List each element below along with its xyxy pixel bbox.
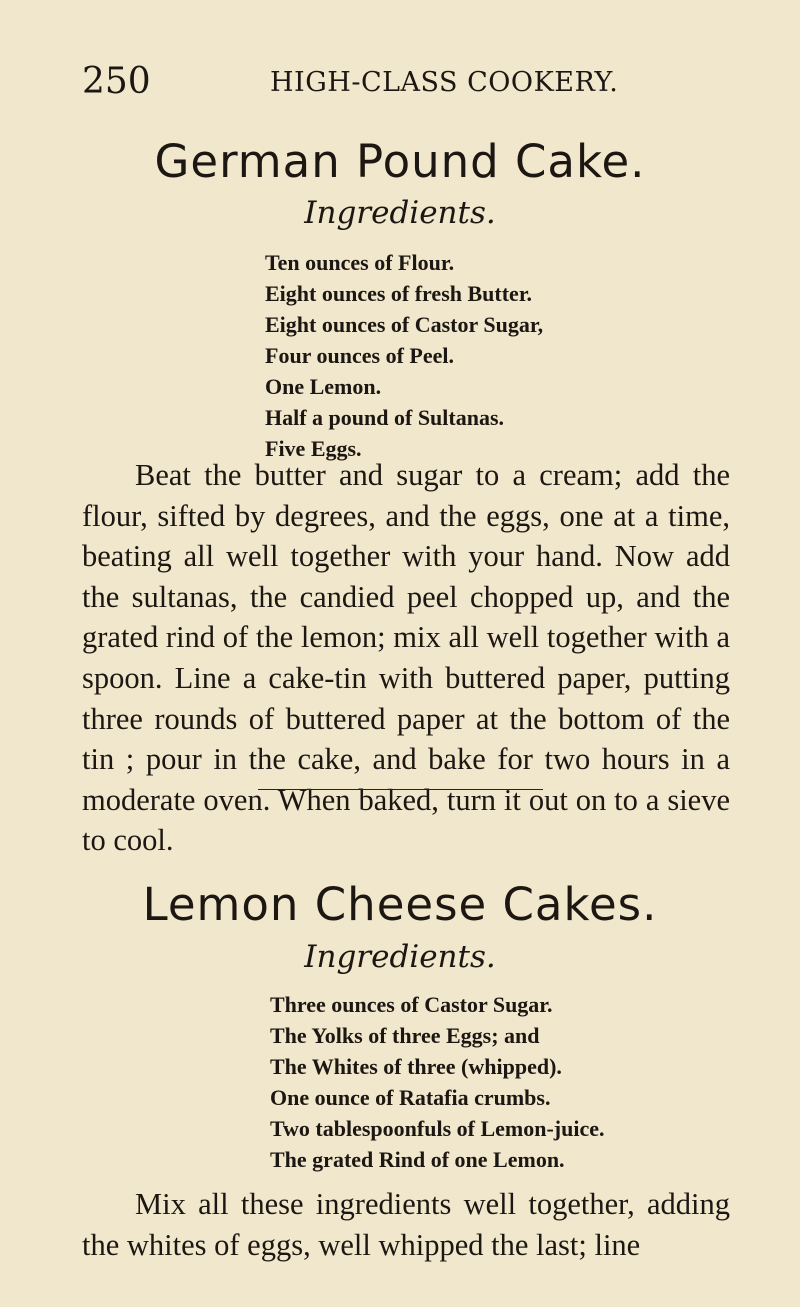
book-title: HIGH-CLASS COOKERY. bbox=[270, 67, 619, 98]
section-divider bbox=[258, 789, 543, 790]
ingredient-item: Ten ounces of Flour. bbox=[265, 250, 455, 275]
ingredient-item: The grated Rind of one Lemon. bbox=[270, 1147, 565, 1172]
page-number: 250 bbox=[82, 61, 151, 102]
recipe-title-german-pound-cake: German Pound Cake. bbox=[154, 135, 646, 188]
ingredient-item: Eight ounces of Castor Sugar, bbox=[265, 312, 544, 337]
ingredient-item: Half a pound of Sultanas. bbox=[265, 405, 505, 430]
running-head bbox=[82, 62, 718, 102]
ingredient-item: The Yolks of three Eggs; and bbox=[270, 1023, 540, 1048]
ingredient-item: One Lemon. bbox=[265, 374, 382, 399]
ingredient-list bbox=[265, 247, 543, 464]
ingredient-item: Two tablespoonfuls of Lemon-juice. bbox=[270, 1116, 605, 1141]
ingredient-item: Five Eggs. bbox=[265, 436, 362, 461]
ingredient-item: The Whites of three (whipped). bbox=[270, 1054, 562, 1079]
ingredients-heading: Ingredients. bbox=[304, 939, 496, 975]
ingredients-heading: Ingredients. bbox=[304, 195, 496, 231]
ingredient-item: Eight ounces of fresh Butter. bbox=[265, 281, 533, 306]
method-paragraph: Mix all these ingredients well together, adding the whites of eggs, well whipped the last; line bbox=[82, 1187, 730, 1262]
method-paragraph: Beat the butter and sugar to a cream; add the flour, sifted by degrees, and the eggs, one at a time, beating all well together with your hand. Now add the sultanas, the candied peel chopped up, and the grated rind of the lemon; mix all well together with a spoon. Line a cake-tin with buttered paper, putting three rounds of buttered paper at the bottom of the tin ; pour in the cake, and bake for two hours in a moderate oven. When baked, turn it out on to a sieve to cool. bbox=[82, 458, 730, 858]
ingredient-list bbox=[270, 989, 605, 1175]
ingredient-item: Four ounces of Peel. bbox=[265, 343, 455, 368]
ingredient-item: Three ounces of Castor Sugar. bbox=[270, 992, 553, 1017]
ingredient-item: One ounce of Ratafia crumbs. bbox=[270, 1085, 551, 1110]
recipe-title-lemon-cheese-cakes: Lemon Cheese Cakes. bbox=[142, 878, 658, 931]
